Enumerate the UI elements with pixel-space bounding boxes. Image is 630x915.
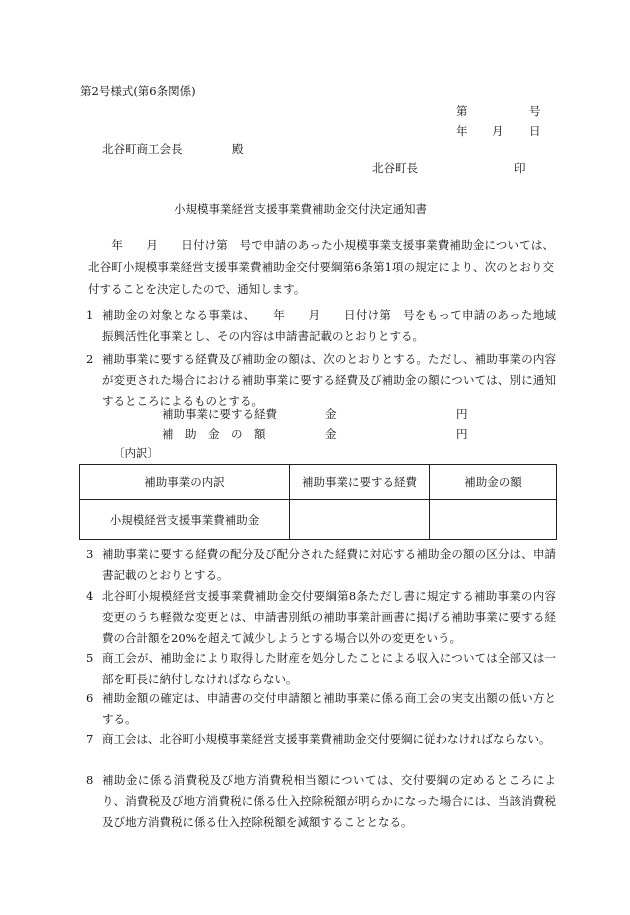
date-day: 日 [529,124,541,138]
doc-number-prefix: 第 [456,104,468,118]
seal-mark: 印 [514,161,526,175]
item-number: 7 [86,732,94,746]
item-text: 北谷町小規模経営支援事業費補助金交付要綱第8条ただし書に規定する補助事業の内容変更のうち軽微な変更とは、申請書別紙の補助事業計画書に掲げる補助事業に要する経費の合計額を20%を超えて減少しようとする場合以外の変更をいう。 [102,589,556,645]
item-text: 補助金に係る消費税及び地方消費税相当額については、交付要綱の定めるところにより、消費税及び地方消費税に係る仕入控除税額が明らかになった場合には、当該消費税及び地方消費税に係る仕入控除税額を減額することとなる。 [102,773,556,829]
document-title: 小規模事業経営支援事業費補助金交付決定通知書 [174,202,427,216]
list-item [80,648,556,690]
item-number: 1 [86,308,94,322]
breakdown-label: 〔内訳〕 [113,446,159,460]
list-item [80,305,556,347]
item-number: 5 [86,651,94,665]
amount-currency-subsidy: 金 [325,427,337,441]
item-number: 3 [86,547,94,561]
item-number: 8 [86,773,94,787]
list-item [80,586,556,649]
table-cell: 小規模経営支援事業費補助金 [80,500,290,540]
list-item [80,729,556,750]
list-item [80,688,556,730]
addressee-name: 北谷町商工会長 [102,142,183,156]
table-row [80,500,557,540]
date-year: 年 [456,124,468,138]
amount-currency-expense: 金 [325,407,337,421]
column-header: 補助金の額 [430,465,557,500]
table-cell [430,500,557,540]
breakdown-table [79,464,557,540]
column-header: 補助事業の内訳 [80,465,290,500]
list-item [80,770,556,833]
amount-unit-expense: 円 [456,407,468,421]
item-number: 4 [86,589,94,603]
item-text: 補助事業に要する経費及び補助金の額は、次のとおりとする。ただし、補助事業の内容が変更された場合における補助事業に要する経費及び補助金の額については、別に通知するところによるものとする。 [102,352,556,408]
amount-label-expense: 補助事業に要する経費 [162,407,277,421]
column-header: 補助事業に要する経費 [290,465,430,500]
list-item [80,349,556,412]
date-month: 月 [492,124,504,138]
table-header-row [80,465,557,500]
item-text: 補助金額の確定は、申請書の交付申請額と補助事業に係る商工会の実支出額の低い方とする。 [102,691,556,726]
item-text: 商工会が、補助金により取得した財産を処分したことによる収入については全部又は一部を町長に納付しなければならない。 [102,651,556,686]
item-number: 6 [86,691,94,705]
list-item [80,544,556,586]
amount-label-subsidy: 補 助 金 の 額 [162,427,266,441]
item-text: 補助事業に要する経費の配分及び配分された経費に対応する補助金の額の区分は、申請書記載のとおりとする。 [102,547,556,582]
item-text: 商工会は、北谷町小規模事業経営支援事業費補助金交付要綱に従わなければならない。 [102,732,551,746]
addressee-honorific: 殿 [232,142,244,156]
item-number: 2 [86,352,94,366]
amount-unit-subsidy: 円 [456,427,468,441]
item-text: 補助金の対象となる事業は、 年 月 日付け第 号をもって申請のあった地域振興活性化事業とし、その内容は申請書記載のとおりとする。 [102,308,556,343]
intro-paragraph: 年 月 日付け第 号で申請のあった小規模事業支援事業費補助金については、北谷町小規模事業経営支援事業費補助金交付要綱第6条第1項の規定により、次のとおり交付することを決定したので、通知します。 [88,238,554,296]
sender-name: 北谷町長 [372,161,418,175]
doc-number-suffix: 号 [529,104,541,118]
form-label: 第2号様式(第6条関係) [80,84,196,98]
table-cell [290,500,430,540]
